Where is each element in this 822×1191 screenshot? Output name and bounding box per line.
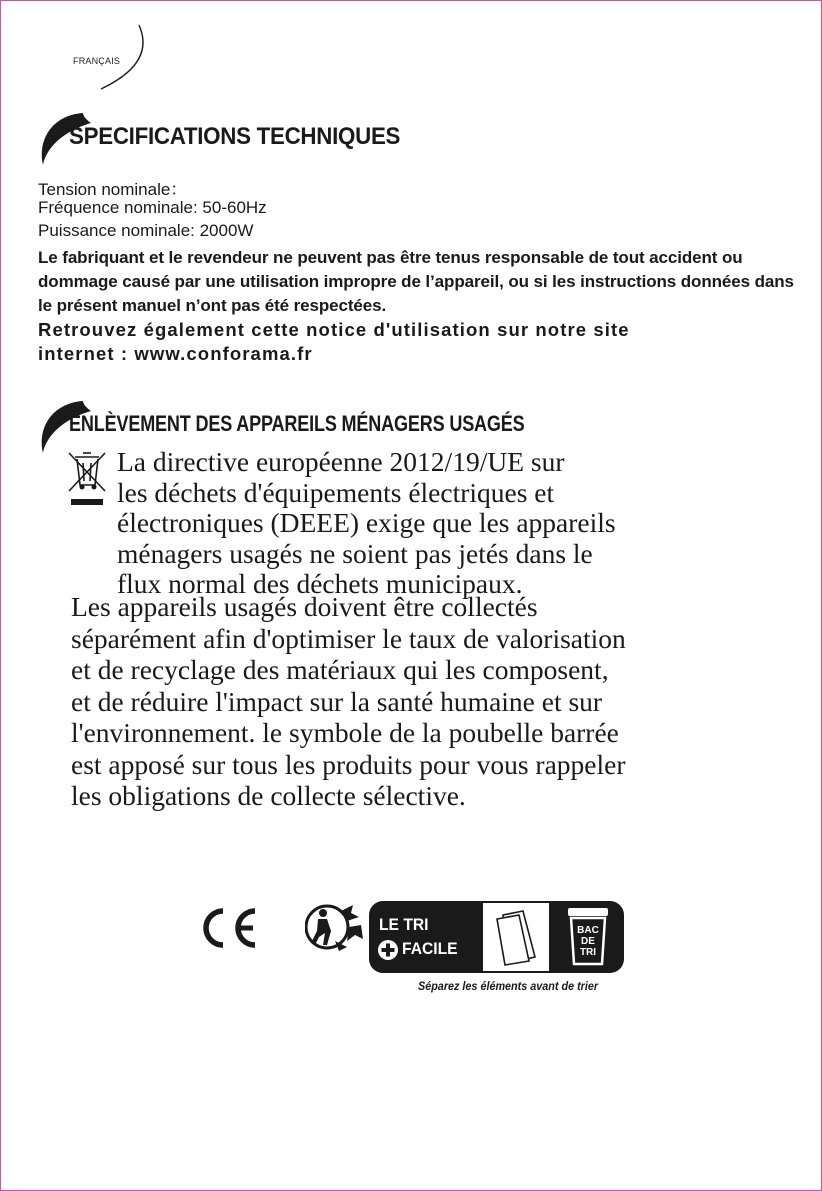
triman-recycling-icon — [305, 897, 369, 957]
collection-line: Les appareils usagés doivent être collectés — [71, 591, 538, 622]
collection-line: l'environnement. le symbole de la poubelle barrée — [71, 717, 619, 748]
collection-line: les obligations de collecte sélective. — [71, 780, 466, 811]
liability-disclaimer: Le fabriquant et le revendeur ne peuvent pas être tenus responsable de tout accident ou dommage causé par une utilisation impropre de l’appareil, ou si les instructions données dans le présent manuel n’ont pas été respectées. — [38, 248, 794, 315]
spec-power: Puissance nominale: 2000W — [38, 221, 254, 240]
tri-facile-caption: Séparez les éléments avant de trier — [418, 979, 599, 993]
bin-label-2: DE — [581, 936, 595, 947]
directive-line: flux normal des déchets municipaux. — [117, 568, 523, 599]
website-line-1: Retrouvez également cette notice d'utilisation sur notre site — [38, 319, 630, 340]
tri-facile-label-2: FACILE — [402, 939, 458, 958]
directive-line: électroniques (DEEE) exige que les appareils — [117, 507, 616, 538]
website-notice — [38, 318, 778, 366]
crossed-bin-icon — [65, 449, 109, 509]
tri-facile-label-1: LE TRI — [379, 915, 429, 934]
bin-label-1: BAC — [577, 925, 599, 936]
collection-text — [71, 591, 691, 812]
language-label: FRANÇAIS — [73, 56, 121, 66]
collection-line: séparément afin d'optimiser le taux de valorisation — [71, 622, 626, 654]
ce-mark-icon — [197, 905, 259, 951]
collection-line: et de réduire l'impact sur la santé humaine et sur — [71, 685, 603, 717]
paper-icon — [489, 905, 545, 969]
spec-section-title: SPECIFICATIONS TECHNIQUES — [69, 123, 401, 150]
directive-line: ménagers usagés ne soient pas jetés dans le — [117, 537, 593, 569]
spec-frequency: Fréquence nominale: 50-60Hz — [38, 198, 267, 217]
disposal-section-title: ENLÈVEMENT DES APPAREILS MÉNAGERS USAGÉS — [69, 411, 525, 436]
collection-line: et de recyclage des matériaux qui les composent, — [71, 654, 609, 685]
website-line-2: internet : www.conforama.fr — [38, 343, 313, 364]
weee-directive-text — [117, 447, 677, 600]
collection-line: est apposé sur tous les produits pour vous rappeler — [71, 748, 626, 780]
bin-label-3: TRI — [579, 947, 597, 958]
spec-voltage: Tension nominale： — [38, 180, 188, 199]
directive-line: La directive européenne 2012/19/UE sur — [117, 446, 565, 477]
plus-circle-icon — [377, 939, 399, 961]
directive-line: les déchets d'équipements électriques et — [117, 476, 555, 508]
